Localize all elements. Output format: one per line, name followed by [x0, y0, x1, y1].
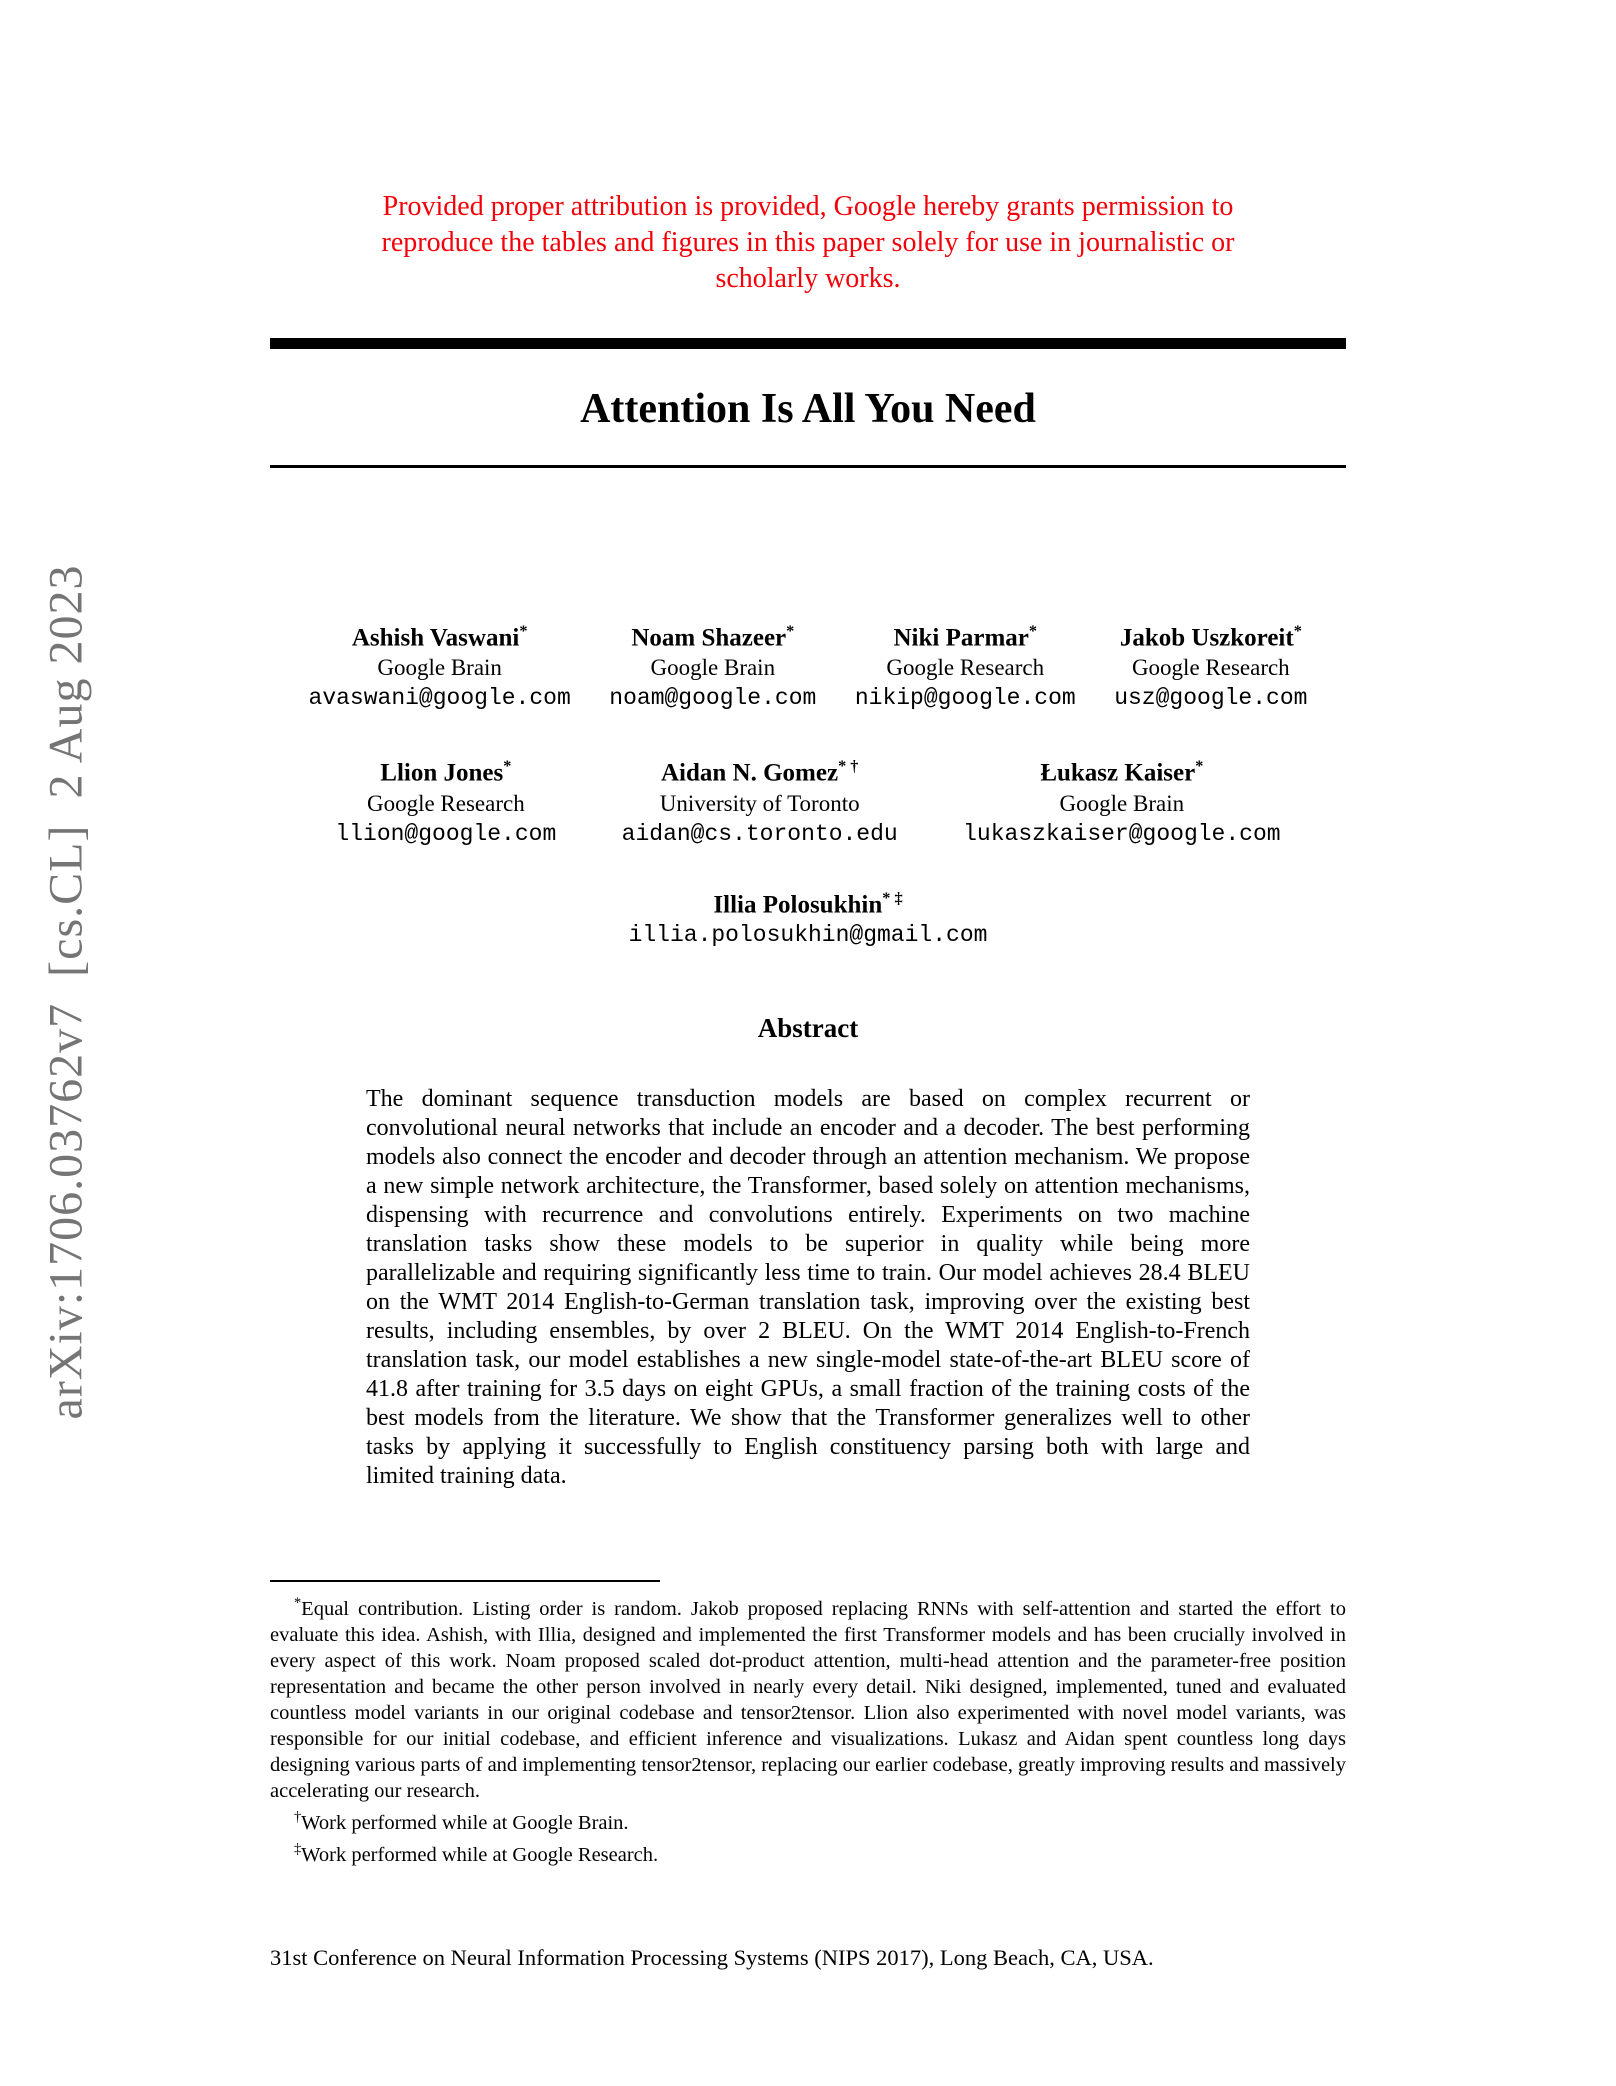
- title-rule-bottom: [270, 465, 1346, 468]
- abstract-section: [270, 1012, 1346, 1491]
- author-affiliation: University of Toronto: [659, 790, 860, 816]
- footnote-dagger: [270, 1804, 1346, 1836]
- footnote-equal-contribution: [270, 1590, 1346, 1804]
- author-illia-polosukhin: [629, 883, 988, 950]
- authors-row-3: [270, 883, 1346, 950]
- author-footnote-marker: *: [519, 622, 528, 640]
- title-rule-top: [270, 338, 1346, 349]
- author-email: noam@google.com: [609, 685, 817, 712]
- author-aidan-gomez: [622, 751, 898, 848]
- author-name-text: Jakob Uszkoreit: [1119, 624, 1294, 652]
- footnote-marker-double-dagger: ‡: [294, 1840, 302, 1857]
- author-name-text: Illia Polosukhin: [713, 890, 883, 918]
- author-niki-parmar: [855, 616, 1076, 713]
- author-affiliation: Google Research: [366, 790, 525, 816]
- author-email: nikip@google.com: [854, 685, 1076, 712]
- abstract-heading: Abstract: [757, 1013, 859, 1043]
- author-name: [609, 616, 816, 653]
- author-email: avaswani@google.com: [308, 685, 571, 712]
- author-name: [335, 751, 556, 788]
- copyright-notice-line-2: reproduce the tables and figures in this paper solely for use in journalistic or: [381, 227, 1235, 258]
- author-name-text: Llion Jones: [380, 759, 504, 787]
- author-email: llion@google.com: [335, 820, 557, 847]
- author-name: [855, 616, 1076, 653]
- author-name-text: Ashish Vaswani: [351, 624, 520, 652]
- author-footnote-marker: *: [1028, 622, 1038, 640]
- copyright-notice: [270, 189, 1346, 297]
- copyright-notice-line-1: Provided proper attribution is provided, Google hereby grants permission to: [382, 191, 1234, 222]
- author-footnote-marker: * †: [838, 757, 859, 776]
- author-name-text: Łukasz Kaiser: [1040, 759, 1196, 787]
- author-llion-jones: [335, 751, 556, 848]
- author-email: lukaszkaiser@google.com: [963, 820, 1281, 847]
- footnote-double-dagger: [270, 1836, 1346, 1868]
- abstract-text: The dominant sequence transduction models are based on complex recurrent or convolutional neural networks that include an encoder and a decoder. The best performing models also connect the encoder and decoder through an attention mechanism. We propose a new simple network architecture, the Transformer, based solely on attention mechanisms, dispensing with recurrence and convolutions entirely. Experiments on two machine translation tasks show these models to be superior in quality while being more parallelizable and requiring significantly less time to train. Our model achieves 28.4 BLEU on the WMT 2014 English-to-German translation task, improving over the existing best results, including ensembles, by over 2 BLEU. On the WMT 2014 English-to-French translation task, our model establishes a new single-model state-of-the-art BLEU score of 41.8 after training for 3.5 days on eight GPUs, a small fraction of the training costs of the best models from the literature. We show that the Transformer generalizes well to other tasks by applying it successfully to English constituency parsing both with large and limited training data.: [366, 1086, 1250, 1489]
- footnote-marker-dagger: †: [294, 1808, 302, 1825]
- author-lukasz-kaiser: [963, 751, 1280, 848]
- author-name-text: Niki Parmar: [893, 624, 1029, 652]
- author-footnote-marker: *: [786, 622, 795, 640]
- author-name: [622, 751, 898, 788]
- author-affiliation: Google Brain: [377, 655, 502, 681]
- author-affiliation: Google Brain: [1059, 790, 1185, 816]
- author-ashish-vaswani: [309, 616, 571, 713]
- footnote-marker-asterisk: *: [294, 1595, 302, 1611]
- author-name-text: Aidan N. Gomez: [660, 759, 839, 787]
- arxiv-watermark: arXiv:1706.03762v7 [cs.CL] 2 Aug 2023: [39, 564, 93, 1420]
- conference-footer: 31st Conference on Neural Information Processing Systems (NIPS 2017), Long Beach, CA, USA.: [270, 1945, 1154, 1970]
- paper-title: Attention Is All You Need: [580, 386, 1036, 432]
- author-name-text: Noam Shazeer: [631, 624, 787, 652]
- author-name: [1114, 616, 1307, 653]
- author-footnote-marker: *: [1293, 622, 1302, 640]
- author-footnote-marker: * ‡: [882, 888, 903, 907]
- author-email: usz@google.com: [1114, 685, 1308, 712]
- footnote-text: Work performed while at Google Research.: [301, 1843, 659, 1866]
- author-affiliation: Google Brain: [650, 655, 776, 681]
- author-name: [309, 616, 571, 653]
- author-name: [629, 883, 988, 920]
- footnote-rule: [270, 1580, 660, 1582]
- author-footnote-marker: *: [1195, 757, 1204, 776]
- author-noam-shazeer: [609, 616, 816, 713]
- footnotes-section: [270, 1580, 1346, 1867]
- author-email: illia.polosukhin@gmail.com: [628, 921, 988, 948]
- authors-row-2: [270, 751, 1346, 848]
- authors-block: [270, 616, 1346, 950]
- author-affiliation: Google Research: [886, 655, 1045, 681]
- author-jakob-uszkoreit: [1114, 616, 1307, 713]
- authors-row-1: [270, 616, 1346, 713]
- author-affiliation: Google Research: [1131, 655, 1290, 681]
- author-footnote-marker: *: [503, 757, 512, 776]
- author-email: aidan@cs.toronto.edu: [621, 820, 898, 847]
- copyright-notice-line-3: scholarly works.: [715, 263, 901, 294]
- author-name: [963, 751, 1280, 788]
- footnote-text: Work performed while at Google Brain.: [301, 1811, 629, 1834]
- footnote-text: Equal contribution. Listing order is random. Jakob proposed replacing RNNs with self-attention and started the effort to evaluate this idea. Ashish, with Illia, designed and implemented the first Transformer models and has been crucially involved in every aspect of this work. Noam proposed scaled dot-product attention, multi-head attention and the parameter-free position representation and became the other person involved in nearly every detail. Niki designed, implemented, tuned and evaluated countless model variants in our original codebase and tensor2tensor. Llion also experimented with novel model variants, was responsible for our initial codebase, and efficient inference and visualizations. Lukasz and Aidan spent countless long days designing various parts of and implementing tensor2tensor, replacing our earlier codebase, greatly improving results and massively accelerating our research.: [270, 1597, 1346, 1802]
